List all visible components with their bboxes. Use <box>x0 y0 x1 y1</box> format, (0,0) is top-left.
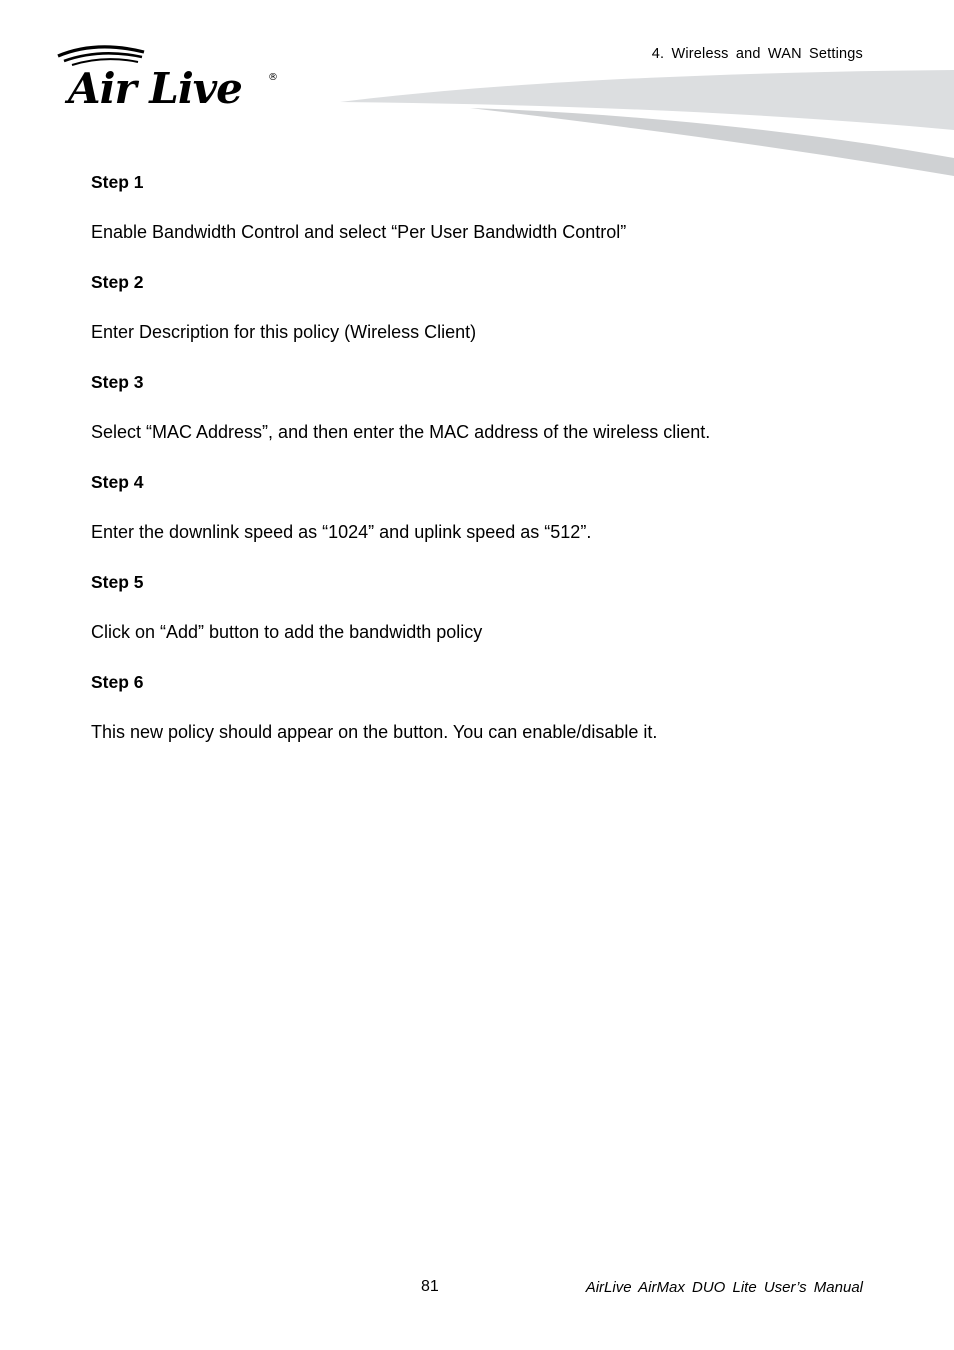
page-number: 81 <box>421 1278 439 1295</box>
step-title: Step 4 <box>91 472 144 492</box>
logo-wordmark: Air Live <box>68 64 242 108</box>
step-title: Step 6 <box>91 672 144 692</box>
step-text: Enter Description for this policy (Wireless Client) <box>91 322 477 342</box>
step-2 <box>91 270 871 370</box>
step-4 <box>91 470 871 570</box>
step-text: Enter the downlink speed as “1024” and uplink speed as “512”. <box>91 522 592 542</box>
registered-mark: ® <box>268 72 278 83</box>
step-6 <box>91 670 871 770</box>
step-3 <box>91 370 871 470</box>
step-list <box>91 170 871 770</box>
step-title: Step 2 <box>91 272 144 292</box>
step-1 <box>91 170 871 270</box>
step-5 <box>91 570 871 670</box>
step-title: Step 1 <box>91 172 144 192</box>
step-text: This new policy should appear on the button. You can enable/disable it. <box>91 722 658 742</box>
step-text: Enable Bandwidth Control and select “Per User Bandwidth Control” <box>91 222 627 242</box>
manual-title-footer: AirLive AirMax DUO Lite User’s Manual <box>585 1279 863 1296</box>
step-title: Step 3 <box>91 372 144 392</box>
step-text: Click on “Add” button to add the bandwidth policy <box>91 622 483 642</box>
airlive-logo <box>56 42 281 108</box>
chapter-header: 4. Wireless and WAN Settings <box>651 46 863 62</box>
step-title: Step 5 <box>91 572 144 592</box>
header-swoosh-decoration <box>340 66 954 180</box>
step-text: Select “MAC Address”, and then enter the MAC address of the wireless client. <box>91 422 711 442</box>
